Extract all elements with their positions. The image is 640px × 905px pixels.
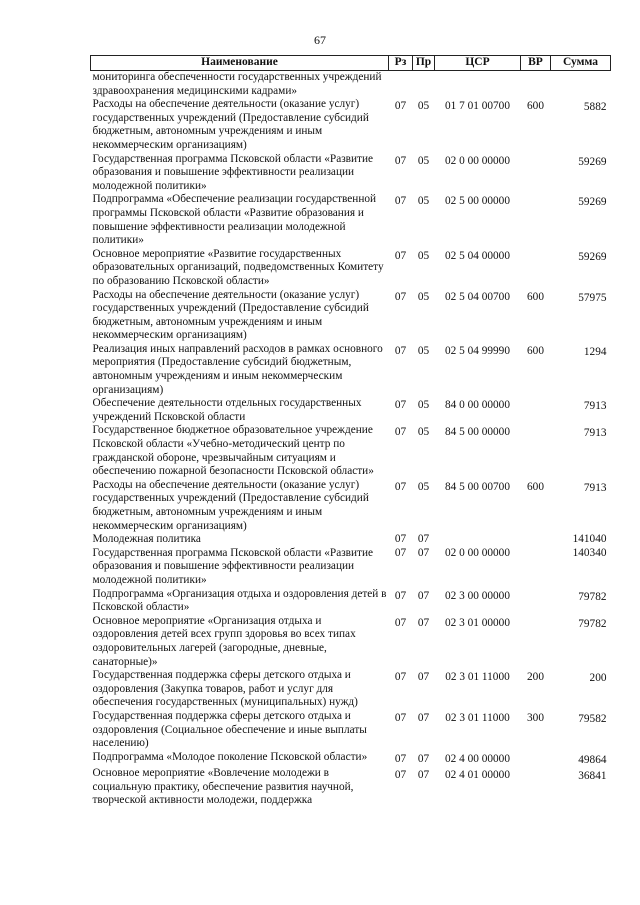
cell-rz: 07 — [394, 249, 407, 262]
table-row — [91, 547, 611, 588]
cell-pr: 05 — [417, 399, 430, 412]
cell-rz: 07 — [394, 100, 407, 113]
cell-csr: 02 3 01 11000 — [445, 711, 510, 724]
cell-vr — [521, 248, 551, 289]
cell-csr: 84 5 00 00700 — [445, 480, 510, 493]
cell-name: Государственная поддержка сферы детского отдыха и оздоровления (Социальное обеспечение и иные выплаты населению) — [92, 709, 367, 750]
cell-sum — [551, 71, 611, 99]
cell-name: мониторинга обеспеченности государственных учреждений здравоохранения медицинскими кадрами» — [92, 71, 382, 97]
cell-rz: 07 — [394, 399, 407, 412]
cell-name: Подпрограмма «Молодое поколение Псковской области» — [92, 750, 368, 763]
budget-table — [90, 55, 611, 808]
cell-name: Подпрограмма «Обеспечение реализации государственной программы Псковской области «Развитие образования и повышение эффективности реализации молодежной политики» — [92, 193, 377, 247]
cell-csr: 02 5 04 99990 — [445, 344, 510, 357]
table-row — [91, 588, 611, 615]
table-row — [91, 479, 611, 533]
table-row — [91, 424, 611, 478]
page-number: 67 — [314, 33, 326, 47]
cell-name: Расходы на обеспечение деятельности (оказание услуг) государственных учреждений (Предоставление субсидий бюджетным, автономным учреждениям и иным некоммерческим организациям) — [92, 478, 369, 532]
cell-csr: 02 4 00 00000 — [445, 752, 510, 765]
cell-pr: 07 — [417, 711, 430, 724]
cell-vr: 600 — [527, 344, 544, 357]
cell-rz: 07 — [394, 290, 407, 303]
table-row — [91, 397, 611, 424]
cell-vr — [521, 547, 551, 588]
cell-vr — [521, 615, 551, 669]
cell-name: Основное мероприятие «Организация отдыха и оздоровления детей всех групп здоровья во всех типах оздоровительных лагерей (загородные, дневные, санаторные)» — [92, 614, 356, 668]
cell-csr: 02 4 01 00000 — [445, 769, 510, 782]
header-vr: ВР — [521, 56, 551, 71]
cell-pr: 05 — [417, 195, 430, 208]
cell-vr — [521, 751, 551, 768]
cell-name: Государственное бюджетное образовательное учреждение Псковской области «Учебно-методический центр по гражданской обороне, чрезвычайным ситуациям и обеспечению пожарной безопасности Псковской области» — [92, 424, 374, 478]
cell-name: Государственная программа Псковской области «Развитие образования и повышение эффективности реализации молодежной политики» — [92, 546, 374, 586]
cell-pr: 07 — [417, 533, 430, 546]
cell-csr: 02 3 00 00000 — [445, 589, 510, 602]
cell-sum: 141040 — [572, 533, 607, 546]
cell-sum: 7913 — [583, 481, 607, 494]
table-row — [91, 98, 611, 152]
table-row — [91, 669, 611, 710]
cell-name: Молодежная политика — [92, 533, 201, 546]
cell-sum: 36841 — [578, 770, 607, 783]
cell-vr — [521, 153, 551, 194]
cell-name: Подпрограмма «Организация отдыха и оздоровления детей в Псковской области» — [92, 587, 387, 614]
cell-name: Государственная поддержка сферы детского отдыха и оздоровления (Закупка товаров, работ и услуг для обеспечения государственных (муниципальных) нужд) — [92, 669, 358, 709]
cell-pr — [413, 71, 435, 99]
cell-name: Основное мероприятие «Вовлечение молодежи в социальную практику, обеспечение развития научной, творческой активности молодежи, поддержка — [92, 767, 354, 807]
cell-rz: 07 — [394, 426, 407, 439]
cell-rz: 07 — [394, 154, 407, 167]
cell-vr — [521, 767, 551, 808]
cell-vr: 200 — [527, 671, 544, 684]
cell-sum: 1294 — [583, 345, 607, 358]
cell-rz: 07 — [394, 769, 407, 782]
cell-vr: 600 — [527, 480, 544, 493]
cell-pr: 05 — [417, 249, 430, 262]
cell-sum: 79782 — [578, 590, 607, 603]
cell-sum: 200 — [589, 672, 607, 685]
cell-vr: 300 — [527, 711, 544, 724]
table-row — [91, 193, 611, 247]
cell-rz: 07 — [394, 344, 407, 357]
table-body — [91, 71, 611, 809]
cell-pr: 07 — [417, 769, 430, 782]
cell-csr — [435, 533, 521, 547]
header-pr: Пр — [413, 56, 435, 71]
cell-sum: 59269 — [578, 250, 607, 263]
cell-rz: 07 — [394, 533, 407, 546]
cell-csr: 02 0 00 00000 — [445, 546, 510, 559]
cell-name: Обеспечение деятельности отдельных государственных учреждений Псковской области — [92, 397, 362, 423]
table-row — [91, 289, 611, 343]
cell-sum: 49864 — [578, 753, 607, 766]
cell-rz: 07 — [394, 546, 407, 559]
cell-sum: 5882 — [583, 101, 607, 114]
cell-name: Расходы на обеспечение деятельности (оказание услуг) государственных учреждений (Предоставление субсидий бюджетным, автономным учреждениям и иным некоммерческим организациям) — [92, 288, 369, 342]
cell-vr: 600 — [527, 100, 544, 113]
cell-sum: 79582 — [578, 712, 607, 725]
table-row — [91, 71, 611, 99]
cell-pr: 05 — [417, 480, 430, 493]
cell-vr — [521, 533, 551, 547]
cell-pr: 05 — [417, 426, 430, 439]
cell-name: Государственная программа Псковской области «Развитие образования и повышение эффективности реализации молодежной политики» — [92, 152, 374, 192]
cell-sum: 59269 — [578, 196, 607, 209]
cell-rz: 07 — [394, 752, 407, 765]
table-row — [91, 533, 611, 547]
cell-pr: 05 — [417, 154, 430, 167]
cell-sum: 59269 — [578, 155, 607, 168]
cell-csr: 84 0 00 00000 — [445, 399, 510, 412]
cell-csr: 02 3 01 00000 — [445, 616, 510, 629]
cell-rz — [389, 71, 413, 99]
cell-vr: 600 — [527, 290, 544, 303]
cell-name: Реализация иных направлений расходов в рамках основного мероприятия (Предоставление субсидий бюджетным, автономным учреждениям и иным некоммерческим организациям) — [92, 342, 383, 396]
cell-pr: 07 — [417, 546, 430, 559]
cell-pr: 07 — [417, 589, 430, 602]
table-header — [91, 56, 611, 71]
table-row — [91, 343, 611, 397]
table-row — [91, 767, 611, 808]
cell-pr: 07 — [417, 671, 430, 684]
table-row — [91, 751, 611, 768]
cell-csr: 02 5 04 00000 — [445, 249, 510, 262]
cell-pr: 05 — [417, 100, 430, 113]
header-sum: Сумма — [551, 56, 611, 71]
cell-pr: 07 — [417, 616, 430, 629]
cell-csr: 02 5 00 00000 — [445, 195, 510, 208]
cell-rz: 07 — [394, 711, 407, 724]
cell-sum: 140340 — [572, 546, 607, 559]
cell-sum: 7913 — [583, 400, 607, 413]
cell-csr: 84 5 00 00000 — [445, 426, 510, 439]
cell-pr: 07 — [417, 752, 430, 765]
cell-rz: 07 — [394, 195, 407, 208]
cell-vr — [521, 588, 551, 615]
cell-vr — [521, 397, 551, 424]
cell-sum: 7913 — [583, 427, 607, 440]
cell-rz: 07 — [394, 616, 407, 629]
cell-sum: 79782 — [578, 617, 607, 630]
cell-vr — [521, 71, 551, 99]
cell-name: Расходы на обеспечение деятельности (оказание услуг) государственных учреждений (Предоставление субсидий бюджетным, автономным учреждениям и иным некоммерческим организациям) — [92, 98, 369, 151]
cell-vr — [521, 193, 551, 247]
cell-sum: 57975 — [578, 291, 607, 304]
table-row — [91, 615, 611, 669]
cell-rz: 07 — [394, 671, 407, 684]
cell-csr: 01 7 01 00700 — [445, 100, 510, 113]
cell-pr: 05 — [417, 344, 430, 357]
header-name: Наименование — [91, 56, 389, 71]
cell-vr — [521, 424, 551, 478]
table-row — [91, 153, 611, 194]
cell-rz: 07 — [394, 480, 407, 493]
table-row — [91, 248, 611, 289]
cell-rz: 07 — [394, 589, 407, 602]
cell-csr: 02 5 04 00700 — [445, 290, 510, 303]
cell-csr: 02 3 01 11000 — [445, 671, 510, 684]
table-row — [91, 710, 611, 751]
cell-pr: 05 — [417, 290, 430, 303]
header-csr: ЦСР — [435, 56, 521, 71]
header-rz: Рз — [389, 56, 413, 71]
cell-name: Основное мероприятие «Развитие государственных образовательных организаций, подведомственных Комитету по образованию Псковской области» — [92, 247, 384, 287]
cell-csr: 02 0 00 00000 — [445, 154, 510, 167]
cell-csr — [435, 71, 521, 99]
